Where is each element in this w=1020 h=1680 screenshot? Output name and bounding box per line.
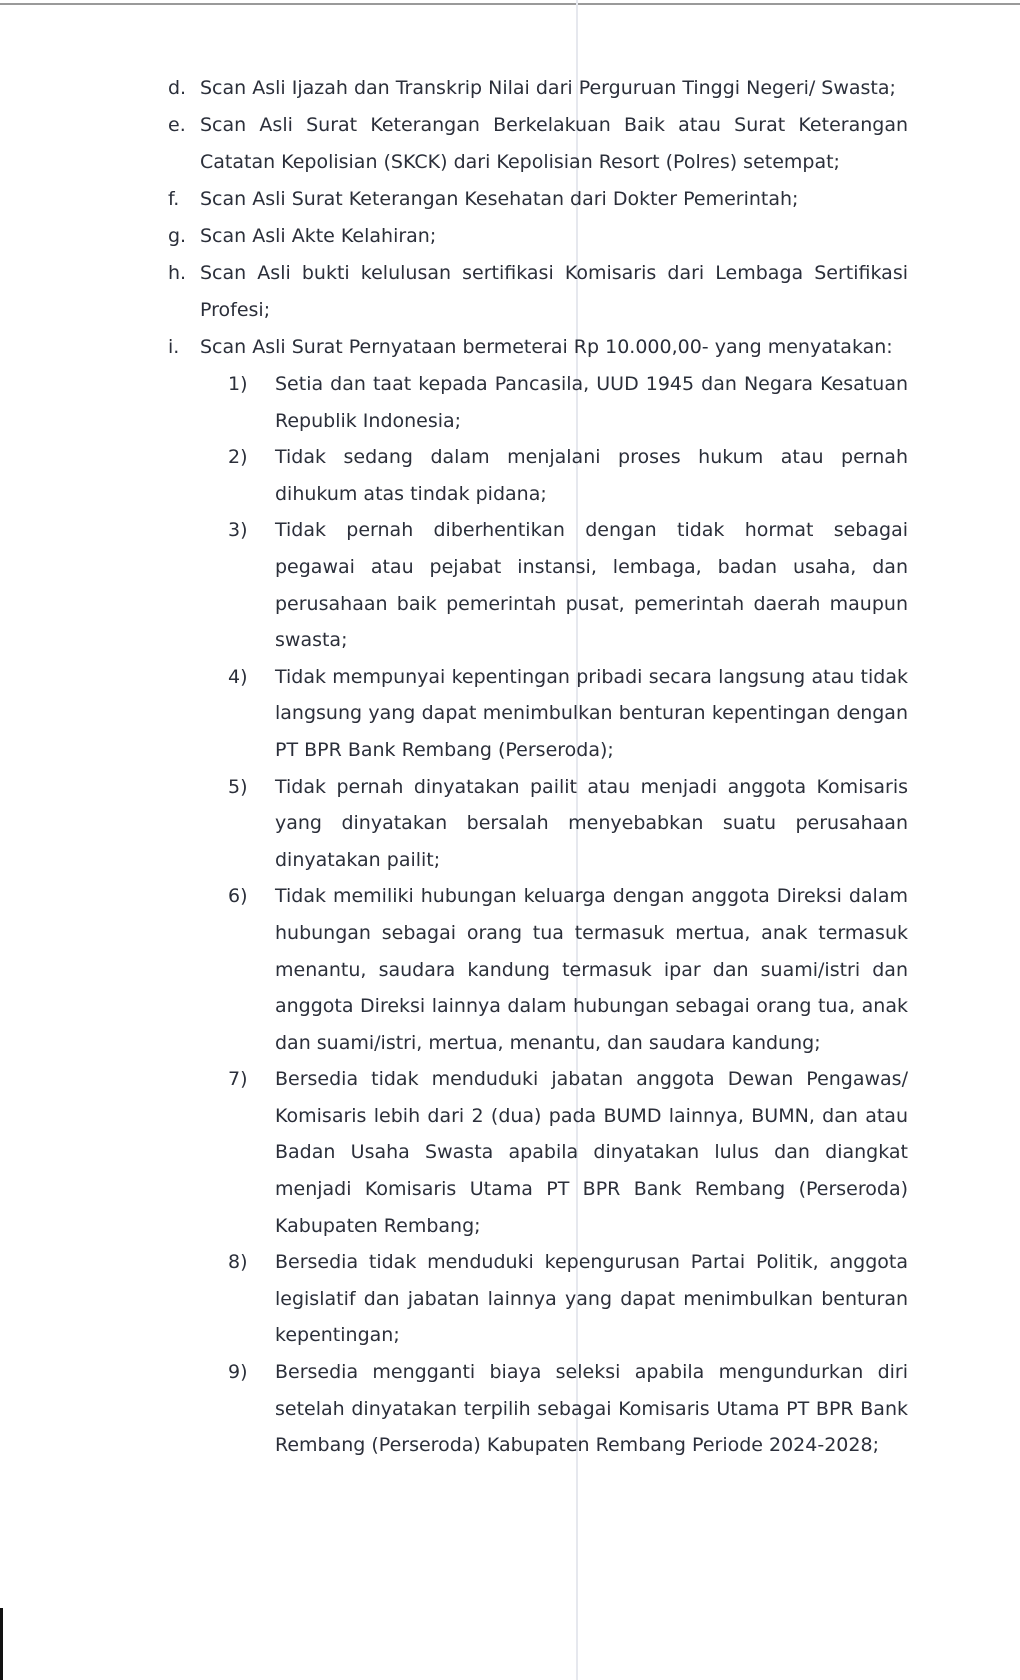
left-scan-edge [0,1608,3,1680]
statement-text: Tidak mempunyai kepentingan pribadi secara langsung atau tidak langsung yang dapat menimbulkan benturan kepentingan dengan PT BPR Bank Rembang (Perseroda); [275,665,908,761]
statement-item-4 [200,659,908,769]
requirement-item-e [168,107,908,181]
statement-marker: 4) [228,665,248,688]
statement-text: Tidak pernah dinyatakan pailit atau menjadi anggota Komisaris yang dinyatakan bersalah menyebabkan suatu perusahaan dinyatakan pailit; [275,775,908,871]
item-text: Scan Asli Ijazah dan Transkrip Nilai dari Perguruan Tinggi Negeri/ Swasta; [200,77,896,99]
item-text: Scan Asli Surat Keterangan Kesehatan dari Dokter Pemerintah; [200,188,799,210]
statement-marker: 9) [228,1361,248,1384]
item-marker: i. [168,336,180,358]
statement-marker: 6) [228,885,248,908]
statement-item-2 [200,439,908,512]
item-marker: e. [168,114,186,136]
item-text: Scan Asli bukti kelulusan sertifikasi Komisaris dari Lembaga Sertifikasi Profesi; [200,262,908,321]
item-text: Scan Asli Surat Keterangan Berkelakuan Baik atau Surat Keterangan Catatan Kepolisian (SKCK) dari Kepolisian Resort (Polres) setempat; [200,114,908,173]
statement-marker: 7) [228,1068,248,1091]
statement-item-5 [200,769,908,879]
statement-marker: 2) [228,446,248,469]
statement-text: Tidak memiliki hubungan keluarga dengan anggota Direksi dalam hubungan sebagai orang tua termasuk mertua, anak termasuk menantu, saudara kandung termasuk ipar dan suami/istri dan anggota Direksi lainnya dalam hubungan sebagai orang tua, anak dan suami/istri, mertua, menantu, dan saudara kandung; [275,885,908,1054]
item-text: Scan Asli Akte Kelahiran; [200,225,437,247]
item-marker: d. [168,77,187,99]
requirement-item-i [168,329,908,1464]
statement-list [200,366,908,1464]
statement-item-8 [200,1244,908,1354]
statement-text: Bersedia mengganti biaya seleksi apabila mengundurkan diri setelah dinyatakan terpilih sebagai Komisaris Utama PT BPR Bank Rembang (Perseroda) Kabupaten Rembang Periode 2024-2028; [275,1361,908,1457]
requirement-item-d [168,70,908,107]
statement-item-9 [200,1354,908,1464]
statement-text: Bersedia tidak menduduki kepengurusan Partai Politik, anggota legislatif dan jabatan lainnya yang dapat menimbulkan benturan kepentingan; [275,1251,908,1347]
requirement-item-h [168,255,908,329]
statement-text: Setia dan taat kepada Pancasila, UUD 1945 dan Negara Kesatuan Republik Indonesia; [275,373,908,432]
statement-marker: 3) [228,519,248,542]
statement-text: Tidak sedang dalam menjalani proses hukum atau pernah dihukum atas tindak pidana; [275,446,908,505]
requirements-list [168,70,908,1464]
statement-marker: 8) [228,1251,248,1274]
statement-text: Bersedia tidak menduduki jabatan anggota Dewan Pengawas/ Komisaris lebih dari 2 (dua) pada BUMD lainnya, BUMN, dan atau Badan Usaha Swasta apabila dinyatakan lulus dan diangkat menjadi Komisaris Utama PT BPR Bank Rembang (Perseroda) Kabupaten Rembang; [275,1068,908,1237]
statement-item-7 [200,1061,908,1244]
requirement-item-g [168,218,908,255]
item-marker: f. [168,188,180,210]
statement-item-1 [200,366,908,439]
top-scan-border [0,3,1020,5]
item-marker: h. [168,262,187,284]
statement-item-6 [200,878,908,1061]
item-text: Scan Asli Surat Pernyataan bermeterai Rp 10.000,00- yang menyatakan: [200,336,893,358]
statement-text: Tidak pernah diberhentikan dengan tidak hormat sebagai pegawai atau pejabat instansi, lembaga, badan usaha, dan perusahaan baik pemerintah pusat, pemerintah daerah maupun swasta; [275,519,908,652]
statement-marker: 1) [228,373,248,395]
item-marker: g. [168,225,187,247]
requirement-item-f [168,181,908,218]
statement-item-3 [200,512,908,658]
statement-marker: 5) [228,775,248,798]
